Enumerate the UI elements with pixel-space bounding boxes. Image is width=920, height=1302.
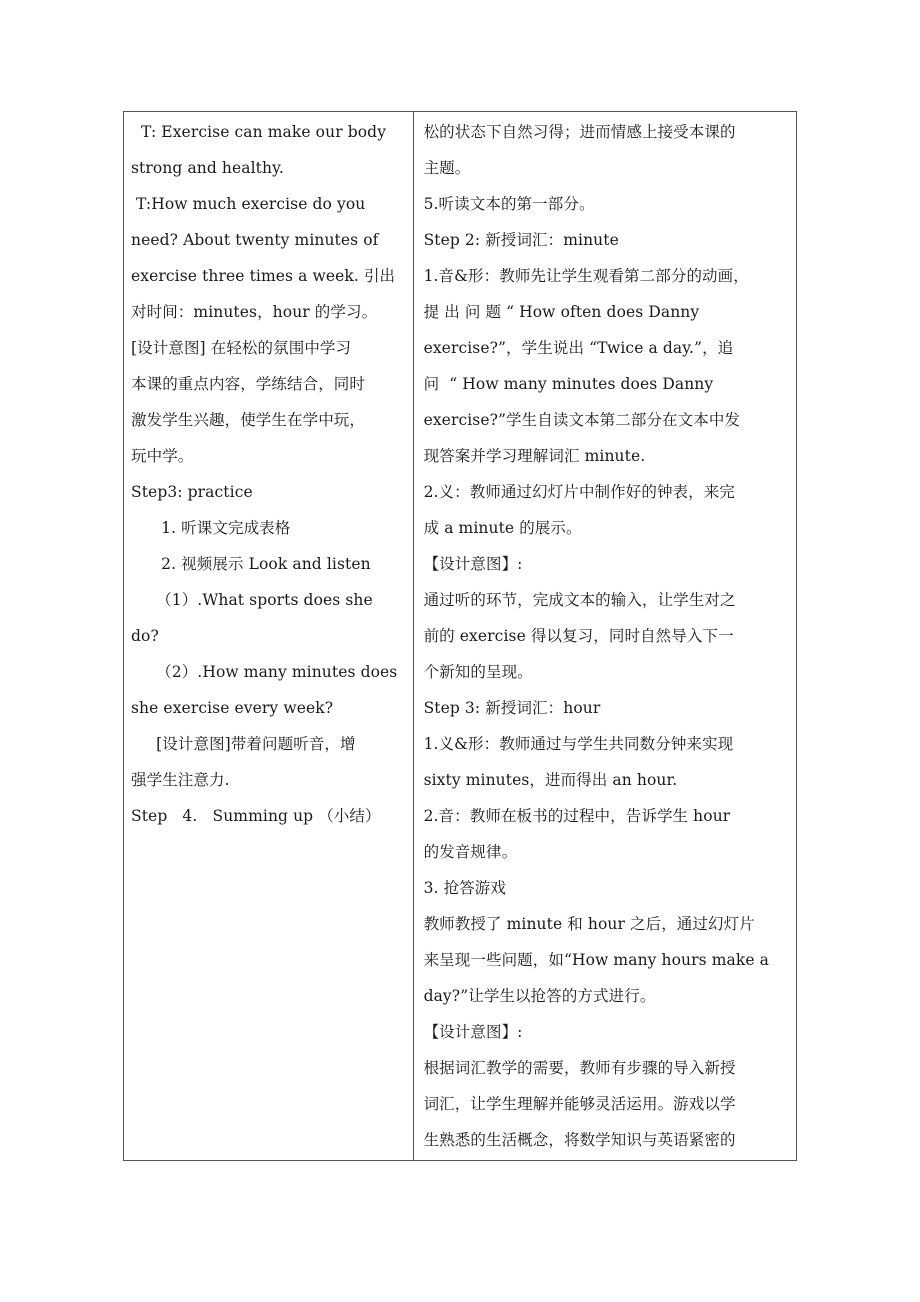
left-text-line: [设计意图] 在轻松的氛围中学习 <box>131 339 352 357</box>
right-text-line: 2.义：教师通过幻灯片中制作好的钟表，来完 <box>423 483 735 501</box>
left-column-cell <box>124 112 414 1160</box>
lesson-plan-table <box>123 111 797 1161</box>
left-text-line: 本课的重点内容，学练结合，同时 <box>131 375 366 393</box>
left-text-line: T:How much exercise do you <box>131 195 366 213</box>
left-text-line: 2. 视频展示 Look and listen <box>131 555 371 573</box>
right-text-line: 通过听的环节，完成文本的输入，让学生对之 <box>423 591 736 609</box>
right-text-line: 5.听读文本的第一部分。 <box>423 195 595 213</box>
right-text-line: 前的 exercise 得以复习，同时自然导入下一 <box>423 627 734 645</box>
left-text-line: do? <box>131 627 159 645</box>
right-text-line: 【设计意图】: <box>423 555 523 573</box>
left-text-line: strong and healthy. <box>131 159 284 177</box>
right-text-line: 主题。 <box>423 159 471 177</box>
right-text-line: 2.音：教师在板书的过程中，告诉学生 hour <box>423 807 731 825</box>
left-text-line: （2）.How many minutes does <box>131 663 398 681</box>
right-text-line: 的发音规律。 <box>423 843 518 861</box>
left-text-line: Step 4. Summing up （小结） <box>131 807 381 825</box>
right-text-line: 个新知的呈现。 <box>423 663 533 681</box>
right-text-line: 成 a minute 的展示。 <box>423 519 582 537</box>
right-text-line: 1.义&形：教师通过与学生共同数分钟来实现 <box>423 735 734 753</box>
right-text-line: 问 “ How many minutes does Danny <box>423 375 714 393</box>
right-text-line: 【设计意图】: <box>423 1023 523 1041</box>
left-text-line: T: Exercise can make our body <box>131 123 387 141</box>
right-text-line: exercise?”学生自读文本第二部分在文本中发 <box>423 411 741 429</box>
left-text-line: 对时间：minutes，hour 的学习。 <box>131 303 378 321</box>
right-text-line: exercise?”，学生说出 “Twice a day.”，追 <box>423 339 734 357</box>
left-text-line: （1）.What sports does she <box>131 591 373 609</box>
right-text-line: 3. 抢答游戏 <box>423 879 506 897</box>
right-text-line: 松的状态下自然习得；进而情感上接受本课的 <box>423 123 736 141</box>
right-text-line: 提 出 问 题 “ How often does Danny <box>423 303 700 321</box>
left-text-line: 1. 听课文完成表格 <box>131 519 291 537</box>
right-text-line: Step 2: 新授词汇：minute <box>423 231 619 249</box>
left-text-line: 玩中学。 <box>131 447 194 465</box>
right-text-line: day?”让学生以抢答的方式进行。 <box>423 987 656 1005</box>
right-text-line: 词汇，让学生理解并能够灵活运用。游戏以学 <box>423 1095 736 1113</box>
right-text-line: 现答案并学习理解词汇 minute. <box>423 447 646 465</box>
left-text-line: need? About twenty minutes of <box>131 231 379 249</box>
right-text-line: 根据词汇教学的需要，教师有步骤的导入新授 <box>423 1059 736 1077</box>
right-text-line: 1.音&形：教师先让学生观看第二部分的动画， <box>423 267 749 285</box>
left-text-line: 激发学生兴趣，使学生在学中玩， <box>131 411 366 429</box>
right-text-line: sixty minutes，进而得出 an hour. <box>423 771 678 789</box>
right-text-line: 教师教授了 minute 和 hour 之后，通过幻灯片 <box>423 915 755 933</box>
left-text-line: 强学生注意力. <box>131 771 230 789</box>
right-column-cell <box>414 112 796 1160</box>
left-text-line: exercise three times a week. 引出 <box>131 267 396 285</box>
right-text-line: 来呈现一些问题，如“How many hours make a <box>423 951 769 969</box>
right-text-line: 生熟悉的生活概念，将数学知识与英语紧密的 <box>423 1131 736 1149</box>
left-text-line: [设计意图]带着问题听音，增 <box>131 735 356 753</box>
left-text-line: she exercise every week? <box>131 699 334 717</box>
right-text-line: Step 3: 新授词汇：hour <box>423 699 601 717</box>
left-text-line: Step3: practice <box>131 483 253 501</box>
